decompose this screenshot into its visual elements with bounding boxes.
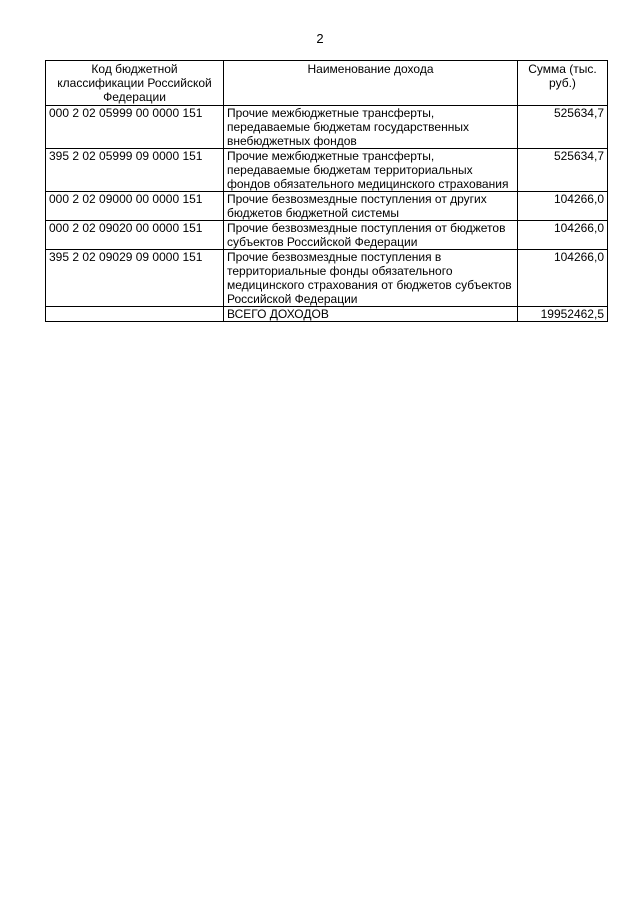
table-header-row xyxy=(46,61,608,106)
row-code: 000 2 02 09000 00 0000 151 xyxy=(46,192,224,221)
table-row xyxy=(46,250,608,307)
row-code: 395 2 02 09029 09 0000 151 xyxy=(46,250,224,307)
row-amount: 104266,0 xyxy=(518,221,608,250)
row-amount: 525634,7 xyxy=(518,149,608,192)
header-amount: Сумма (тыс. руб.) xyxy=(518,61,608,106)
page-number: 2 xyxy=(316,31,324,46)
header-code: Код бюджетной классификации Российской Федерации xyxy=(46,61,224,106)
total-amount: 19952462,5 xyxy=(518,307,608,322)
row-amount: 525634,7 xyxy=(518,106,608,149)
total-code xyxy=(46,307,224,322)
row-amount: 104266,0 xyxy=(518,192,608,221)
header-name: Наименование дохода xyxy=(224,61,518,106)
total-label: ВСЕГО ДОХОДОВ xyxy=(224,307,518,322)
row-code: 395 2 02 05999 09 0000 151 xyxy=(46,149,224,192)
row-name: Прочие безвозмездные поступления в территориальные фонды обязательного медицинского страхования от бюджетов субъектов Российской Федерации xyxy=(224,250,518,307)
row-name: Прочие безвозмездные поступления от бюджетов субъектов Российской Федерации xyxy=(224,221,518,250)
row-name: Прочие межбюджетные трансферты, передаваемые бюджетам территориальных фондов обязательного медицинского страхования xyxy=(224,149,518,192)
revenue-table xyxy=(45,60,608,322)
total-row xyxy=(46,307,608,322)
row-name: Прочие межбюджетные трансферты, передаваемые бюджетам государственных внебюджетных фондов xyxy=(224,106,518,149)
table-row xyxy=(46,221,608,250)
row-code: 000 2 02 05999 00 0000 151 xyxy=(46,106,224,149)
table-row xyxy=(46,106,608,149)
row-code: 000 2 02 09020 00 0000 151 xyxy=(46,221,224,250)
table-row xyxy=(46,149,608,192)
row-amount: 104266,0 xyxy=(518,250,608,307)
table-row xyxy=(46,192,608,221)
row-name: Прочие безвозмездные поступления от других бюджетов бюджетной системы xyxy=(224,192,518,221)
